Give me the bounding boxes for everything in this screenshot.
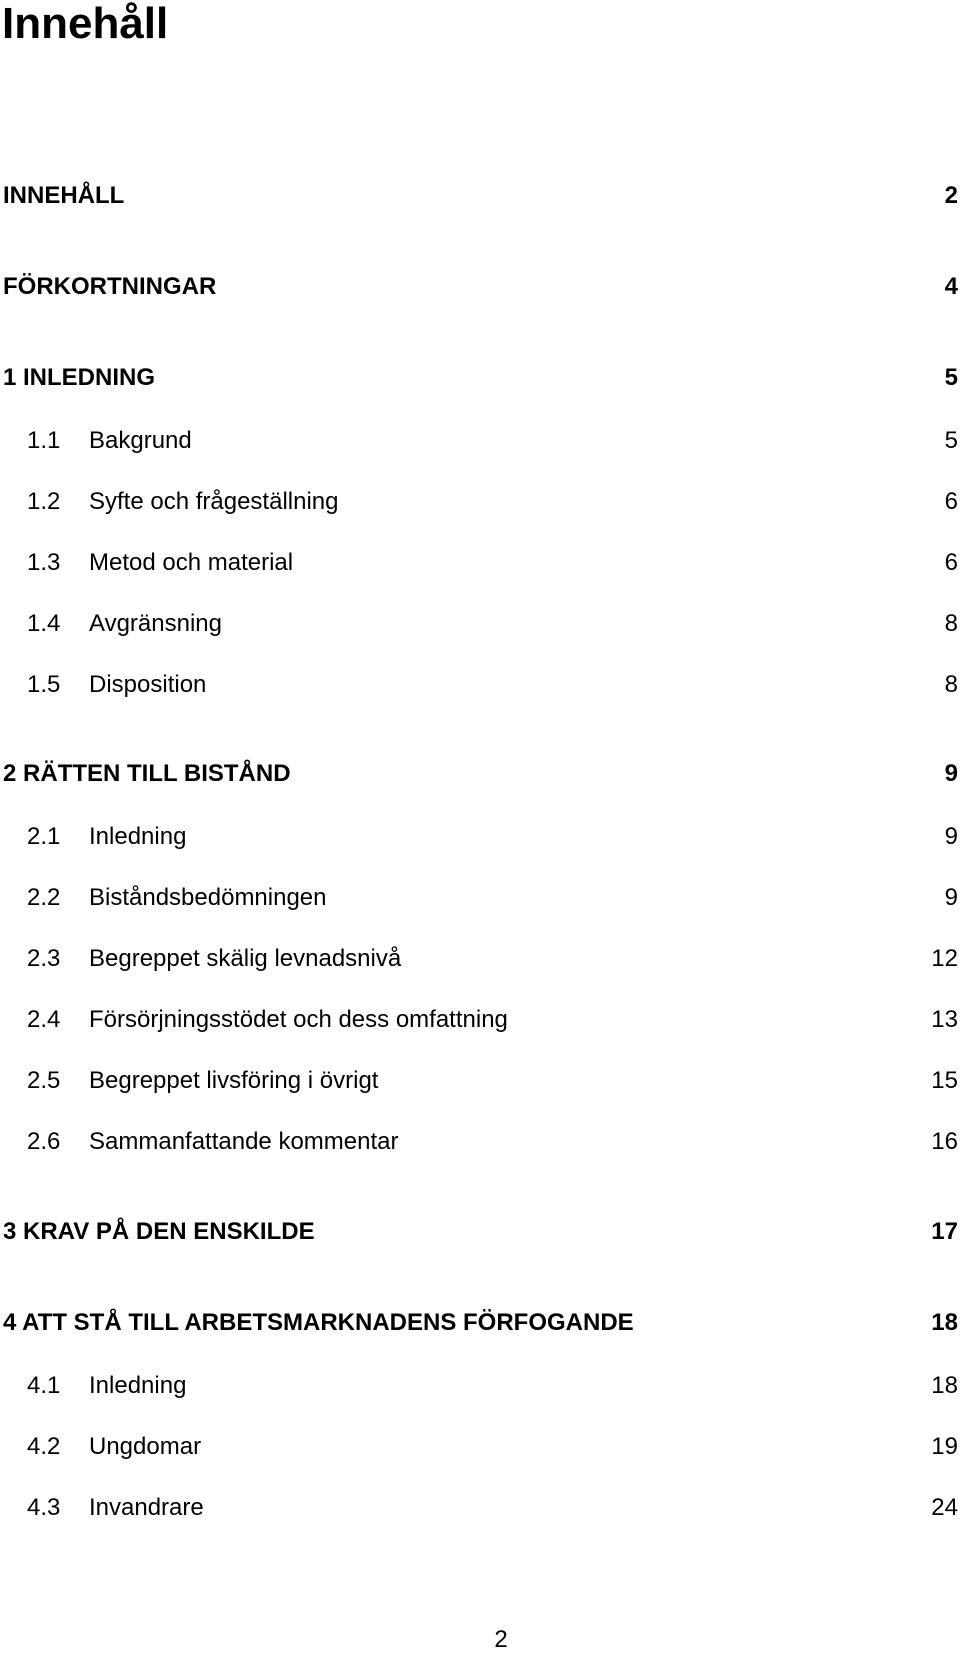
toc-section-number: 1.3 [27,549,61,576]
toc-section-number: 1.4 [27,610,61,637]
toc-page-number: 9 [944,823,958,850]
toc-section-number: 1.2 [27,488,61,515]
toc-page-number: 8 [944,610,958,637]
toc-section-1-1[interactable] [0,425,960,457]
toc-section-number: 4.1 [27,1372,61,1399]
toc-chapter-title: INNEHÅLL [3,182,125,209]
toc-section-number: 1.5 [27,671,61,698]
toc-section-2-6[interactable] [0,1126,960,1158]
toc-page-number: 16 [931,1128,958,1155]
toc-section-title: Bakgrund [89,427,192,454]
page-title: Innehåll [2,0,169,48]
toc-chapter-forkortningar[interactable] [0,271,960,303]
toc-chapter-title: 2 RÄTTEN TILL BISTÅND [3,760,291,787]
toc-chapter-4[interactable] [0,1307,960,1339]
toc-section-number: 2.2 [27,884,61,911]
toc-section-number: 4.3 [27,1494,61,1521]
toc-section-title: Ungdomar [89,1433,202,1460]
toc-section-2-3[interactable] [0,943,960,975]
toc-section-4-2[interactable] [0,1431,960,1463]
toc-page-number: 19 [931,1433,958,1460]
toc-section-number: 2.3 [27,945,61,972]
toc-page-number: 8 [944,671,958,698]
toc-section-title: Metod och material [89,549,294,576]
toc-page-number: 2 [944,182,958,209]
toc-section-1-2[interactable] [0,486,960,518]
toc-section-title: Invandrare [89,1494,204,1521]
toc-section-number: 2.6 [27,1128,61,1155]
toc-section-title: Syfte och frågeställning [89,488,339,515]
page-footer-number: 2 [494,1626,508,1653]
toc-section-title: Begreppet skälig levnadsnivå [89,945,402,972]
toc-section-2-4[interactable] [0,1004,960,1036]
toc-chapter-title: FÖRKORTNINGAR [3,273,217,300]
toc-section-number: 2.4 [27,1006,61,1033]
toc-section-title: Försörjningsstödet och dess omfattning [89,1006,508,1033]
toc-page-number: 4 [944,273,958,300]
toc-page-number: 18 [931,1372,958,1399]
toc-page-number: 15 [931,1067,958,1094]
toc-page-number: 17 [931,1218,958,1245]
toc-page-number: 6 [944,488,958,515]
toc-section-1-5[interactable] [0,669,960,701]
toc-page-number: 5 [944,364,958,391]
toc-chapter-innehall[interactable] [0,180,960,212]
toc-section-title: Avgränsning [89,610,222,637]
toc-section-title: Inledning [89,823,187,850]
toc-chapter-title: 1 INLEDNING [3,364,156,391]
toc-chapter-2[interactable] [0,758,960,790]
toc-section-number: 4.2 [27,1433,61,1460]
toc-page-number: 12 [931,945,958,972]
toc-section-2-1[interactable] [0,821,960,853]
toc-page-number: 18 [931,1309,958,1336]
toc-section-number: 2.1 [27,823,61,850]
toc-page-number: 13 [931,1006,958,1033]
toc-section-title: Inledning [89,1372,187,1399]
toc-section-4-1[interactable] [0,1370,960,1402]
toc-page-number: 24 [931,1494,958,1521]
toc-section-title: Begreppet livsföring i övrigt [89,1067,379,1094]
toc-page-number: 6 [944,549,958,576]
toc-section-2-5[interactable] [0,1065,960,1097]
toc-section-title: Biståndsbedömningen [89,884,327,911]
toc-section-1-4[interactable] [0,608,960,640]
toc-section-4-3[interactable] [0,1492,960,1524]
toc-section-number: 1.1 [27,427,61,454]
toc-section-title: Sammanfattande kommentar [89,1128,399,1155]
toc-page-number: 9 [944,884,958,911]
toc-page-number: 5 [944,427,958,454]
toc-section-title: Disposition [89,671,207,698]
toc-page-number: 9 [944,760,958,787]
toc-section-number: 2.5 [27,1067,61,1094]
toc-chapter-title: 3 KRAV PÅ DEN ENSKILDE [3,1218,315,1245]
toc-section-1-3[interactable] [0,547,960,579]
toc-chapter-title: 4 ATT STÅ TILL ARBETSMARKNADENS FÖRFOGANDE [3,1309,634,1336]
toc-chapter-1[interactable] [0,362,960,394]
toc-chapter-3[interactable] [0,1216,960,1248]
toc-section-2-2[interactable] [0,882,960,914]
